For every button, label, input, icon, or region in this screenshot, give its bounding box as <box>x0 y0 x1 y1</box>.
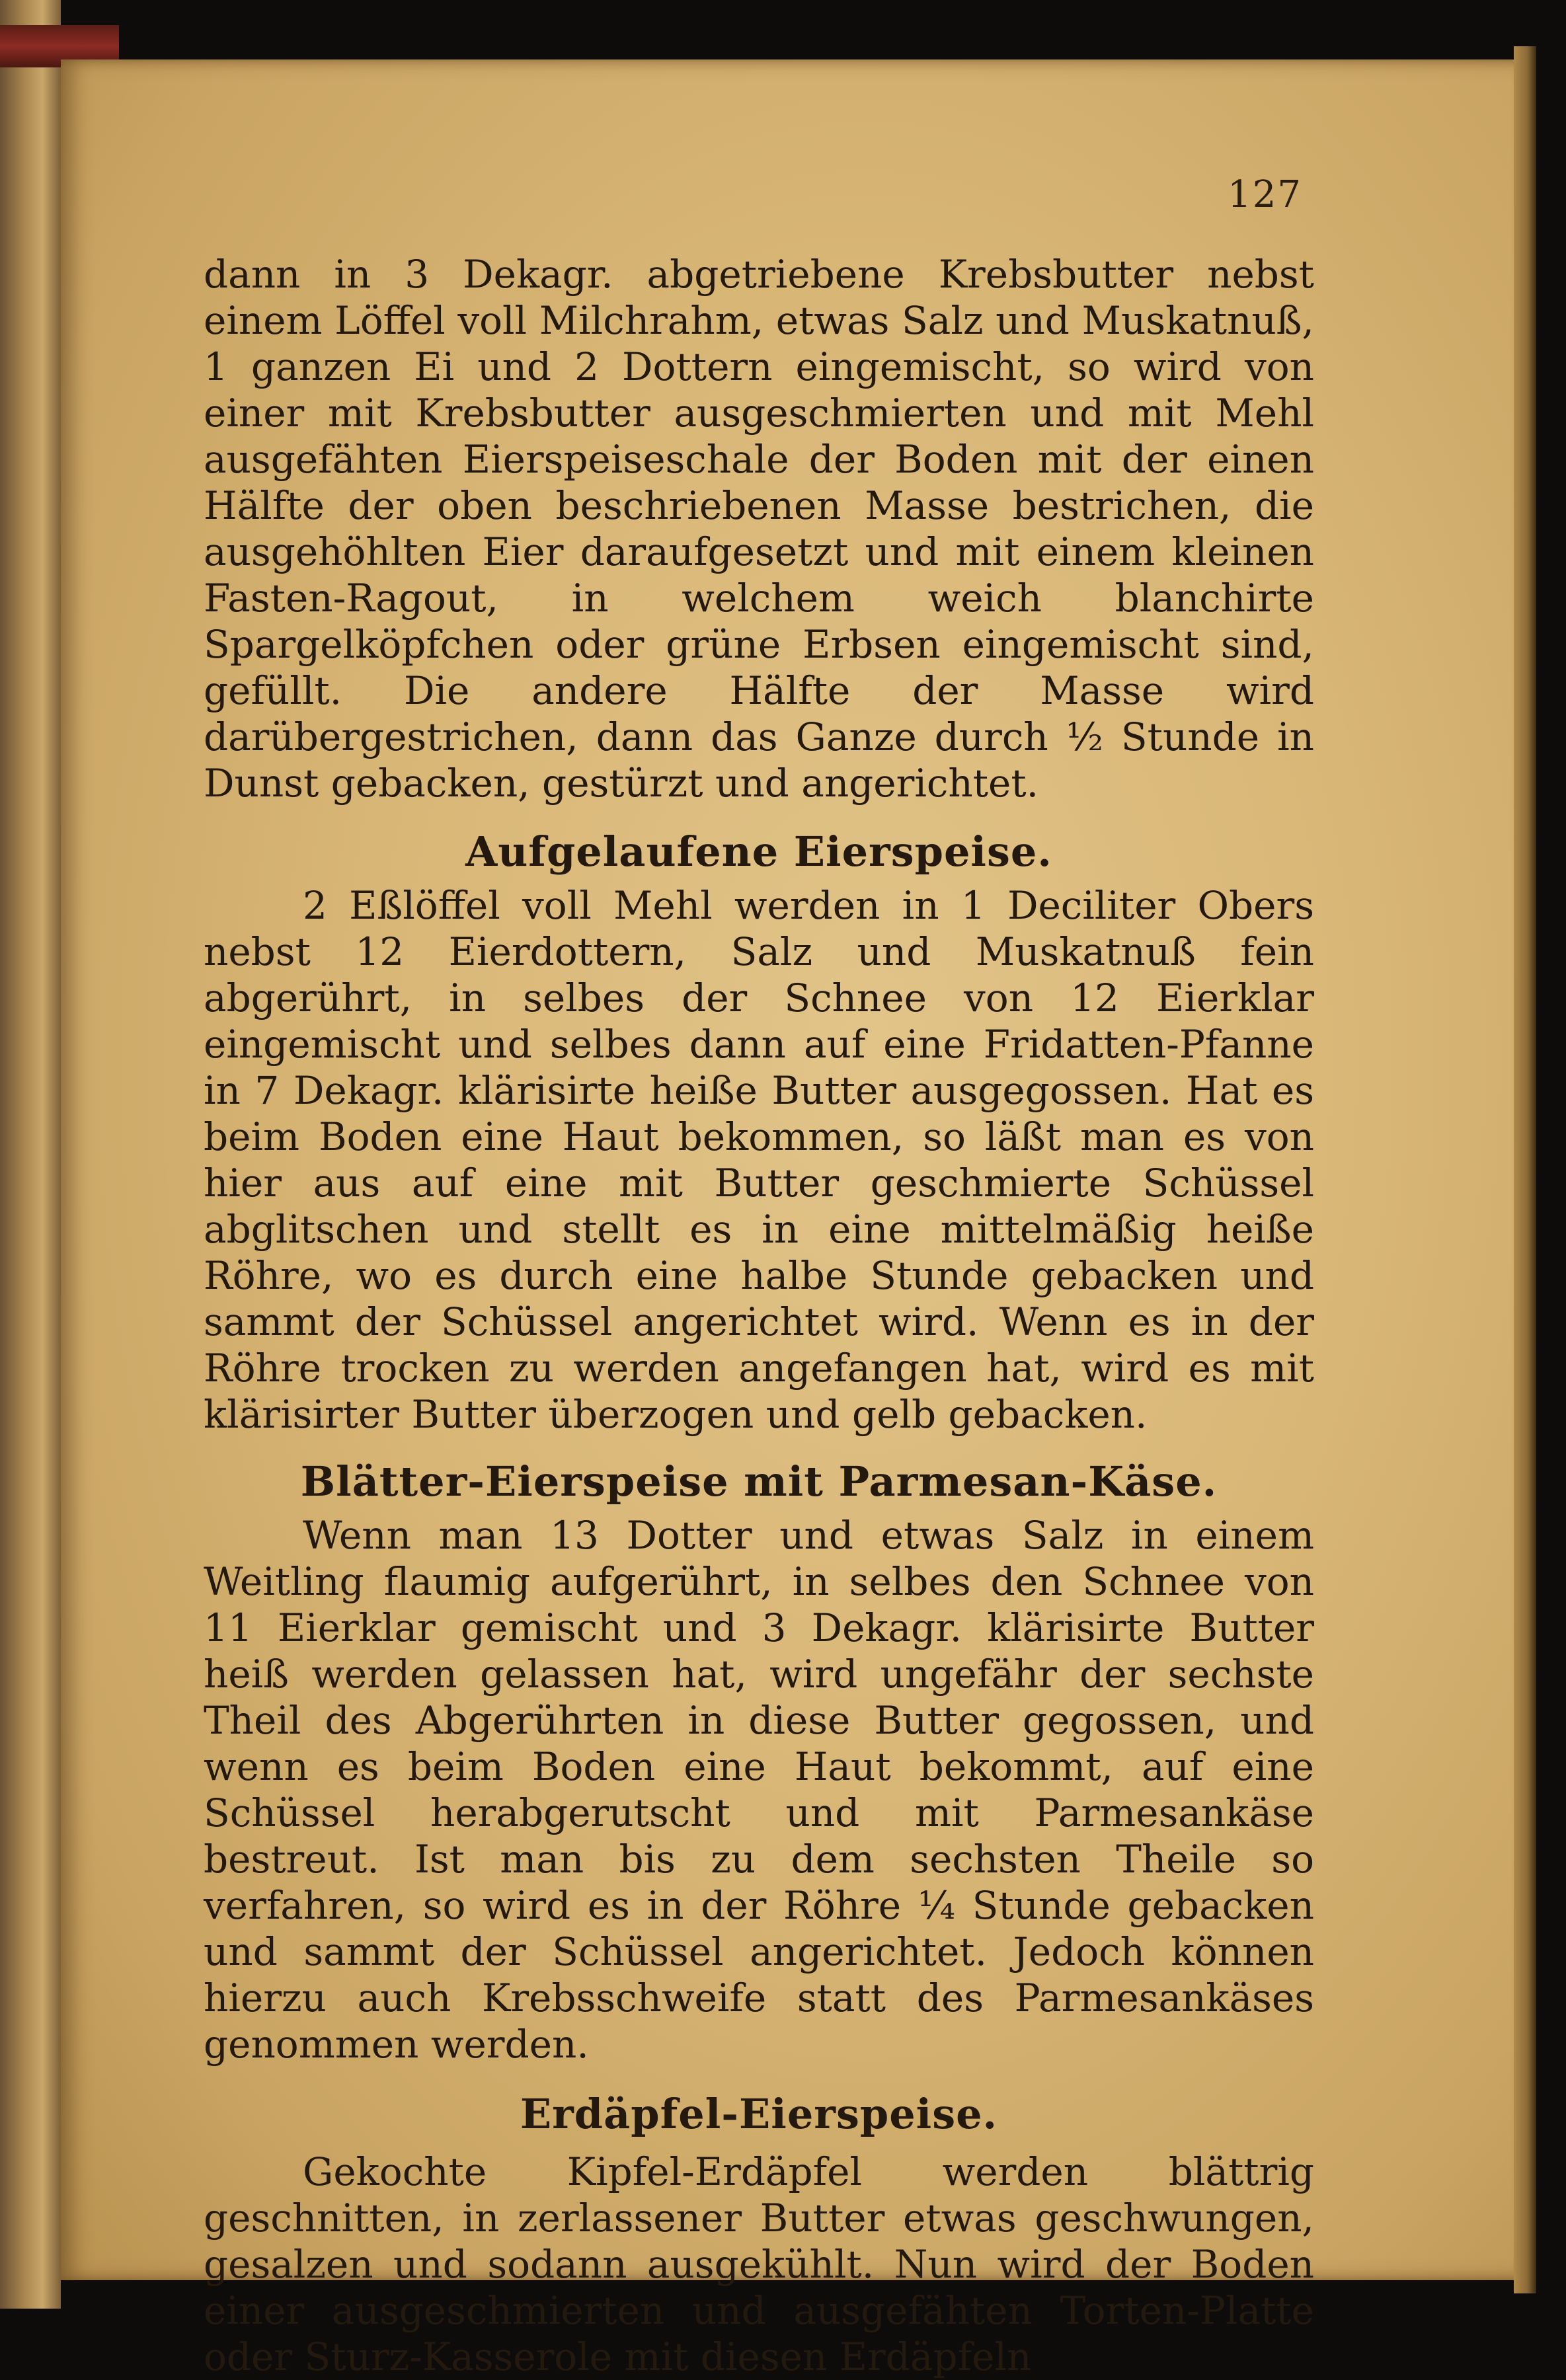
page-edge-right <box>1514 46 1536 2293</box>
paragraph-intro: dann in 3 Dekagr. abgetriebene Krebsbutter nebst einem Löffel voll Milchrahm, etwas Salz und Muskatnuß, 1 ganzen Ei und 2 Dottern eingemischt, so wird von einer mit Krebsbutter ausgeschmierten und mit Mehl ausgefähten Eierspeiseschale der Boden mit der einen Hälfte der oben beschriebenen Masse bestrichen, die ausgehöhlten Eier daraufgesetzt und mit einem kleinen Fasten-Ragout, in welchem weich blanchirte Spargelköpfchen oder grüne Erbsen eingemischt sind, gefüllt. Die andere Hälfte der Masse wird darübergestrichen, dann das Ganze durch ½ Stunde in Dunst gebacken, gestürzt und angerichtet. <box>204 252 1314 806</box>
page-number: 127 <box>1228 173 1302 216</box>
heading-erdaepfel-eierspeise: Erdäpfel-Eierspeise. <box>520 2090 998 2138</box>
heading-blaetter-eierspeise: Blätter-Eierspeise mit Parmesan-Käse. <box>300 1457 1218 1506</box>
page-text <box>204 251 1314 2380</box>
paragraph-blaetter: Wenn man 13 Dotter und etwas Salz in einem Weitling flaumig aufgerührt, in selbes den Schnee von 11 Eierklar gemischt und 3 Dekagr. klärisirte Butter heiß werden gelassen hat, wird ungefähr der sechste Theil des Abgerührten in diese Butter gegossen, und wenn es beim Boden eine Haut bekommt, auf eine Schüssel herabgerutscht und mit Parmesankäse bestreut. Ist man bis zu dem sechsten Theile so verfahren, so wird es in der Röhre ¼ Stunde gebacken und sammt der Schüssel angerichtet. Jedoch können hierzu auch Krebsschweife statt des Parmesankäses genommen werden. <box>204 1513 1314 2067</box>
paragraph-aufgelaufene: 2 Eßlöffel voll Mehl werden in 1 Deciliter Obers nebst 12 Eierdottern, Salz und Muskatnuß fein abgerührt, in selbes der Schnee von 12 Eierklar eingemischt und selbes dann auf eine Fridatten-Pfanne in 7 Dekagr. klärisirte heiße Butter ausgegossen. Hat es beim Boden eine Haut bekommen, so läßt man es von hier aus auf eine mit Butter geschmierte Schüssel abglitschen und stellt es in eine mittelmäßig heiße Röhre, wo es durch eine halbe Stunde gebacken und sammt der Schüssel angerichtet wird. Wenn es in der Röhre trocken zu werden angefangen hat, wird es mit klärisirter Butter überzogen und gelb gebacken. <box>204 883 1314 1437</box>
heading-aufgelaufene-eierspeise: Aufgelaufene Eierspeise. <box>465 827 1052 876</box>
paragraph-erdaepfel: Gekochte Kipfel-Erdäpfel werden blättrig geschnitten, in zerlassener Butter etwas geschwungen, gesalzen und sodann ausgekühlt. Nun wird der Boden einer ausgeschmierten und ausgefähten Torten-Platte oder Sturz-Kasserole mit diesen Erdäpfeln <box>204 2149 1314 2379</box>
left-page-edge <box>0 0 61 2309</box>
